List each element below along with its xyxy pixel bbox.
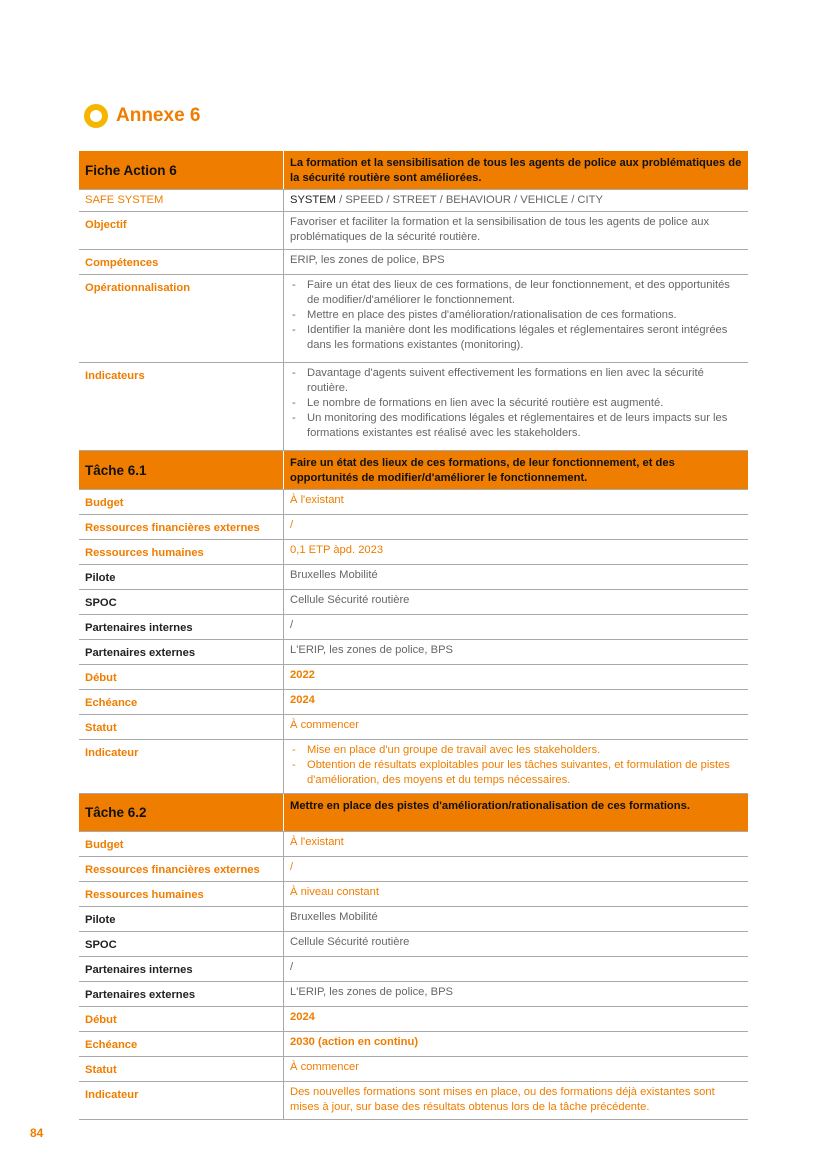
indicateur-label: Indicateur — [79, 740, 284, 794]
spoc-value: Cellule Sécurité routière — [284, 590, 749, 615]
ress-hum-label: Ressources humaines — [79, 882, 284, 907]
table-row — [79, 565, 748, 590]
list-item: - Mise en place d'un groupe de travail avec les stakeholders. — [290, 743, 742, 758]
competences-value: ERIP, les zones de police, BPS — [284, 250, 749, 275]
table-row — [79, 640, 748, 665]
safe-system-label: SAFE SYSTEM — [79, 190, 284, 212]
list-item: - Le nombre de formations en lien avec la sécurité routière est augmenté. — [290, 396, 742, 411]
part-int-value: / — [284, 615, 749, 640]
table-row — [79, 1082, 748, 1120]
ress-fin-value: / — [284, 857, 749, 882]
pilote-value: Bruxelles Mobilité — [284, 907, 749, 932]
pilote-value: Bruxelles Mobilité — [284, 565, 749, 590]
list-item: - Davantage d'agents suivent effectivement les formations en lien avec la sécurité routière. — [290, 366, 742, 396]
operationnalisation-list — [290, 278, 742, 353]
budget-label: Budget — [79, 832, 284, 857]
table-row — [79, 882, 748, 907]
action-sheet-table — [79, 151, 748, 1120]
statut-value: À commencer — [284, 1057, 749, 1082]
table-row — [79, 1057, 748, 1082]
echeance-label: Echéance — [79, 690, 284, 715]
table-row — [79, 1032, 748, 1057]
ress-fin-label: Ressources financières externes — [79, 857, 284, 882]
fiche-label: Fiche Action 6 — [79, 151, 284, 190]
ress-hum-value: À niveau constant — [284, 882, 749, 907]
ress-fin-label: Ressources financières externes — [79, 515, 284, 540]
operationnalisation-label: Opérationnalisation — [79, 275, 284, 363]
part-int-label: Partenaires internes — [79, 957, 284, 982]
annex-title: Annexe 6 — [116, 105, 201, 126]
table-row — [79, 857, 748, 882]
ress-hum-value: 0,1 ETP àpd. 2023 — [284, 540, 749, 565]
budget-label: Budget — [79, 490, 284, 515]
list-item: - Un monitoring des modifications légales et réglementaires et de leurs impacts sur les formations existantes est réalisé avec les stakeholders. — [290, 411, 742, 441]
spoc-value: Cellule Sécurité routière — [284, 932, 749, 957]
statut-label: Statut — [79, 1057, 284, 1082]
ress-hum-label: Ressources humaines — [79, 540, 284, 565]
indicateurs-row — [79, 363, 748, 451]
debut-label: Début — [79, 665, 284, 690]
safe-system-row — [79, 190, 748, 212]
table-row — [79, 957, 748, 982]
table-row — [79, 590, 748, 615]
debut-value: 2022 — [284, 665, 749, 690]
indicateur-list — [290, 743, 742, 788]
table-row — [79, 832, 748, 857]
statut-value: À commencer — [284, 715, 749, 740]
part-int-value: / — [284, 957, 749, 982]
list-item: - Obtention de résultats exploitables pour les tâches suivantes, et formulation de pistes d'amélioration, des moyens et du temps nécessaires. — [290, 758, 742, 788]
debut-label: Début — [79, 1007, 284, 1032]
statut-label: Statut — [79, 715, 284, 740]
ress-fin-value: / — [284, 515, 749, 540]
competences-label: Compétences — [79, 250, 284, 275]
task-6-2-header-row — [79, 794, 748, 832]
fiche-header-row — [79, 151, 748, 190]
indicateur-value: Des nouvelles formations sont mises en place, ou des formations déjà existantes sont mises à jour, sur base des résultats obtenus lors de la tâche précédente. — [284, 1082, 749, 1120]
table-row — [79, 615, 748, 640]
indicateurs-list — [290, 366, 742, 441]
safe-system-value — [284, 190, 749, 212]
budget-value: À l'existant — [284, 490, 749, 515]
table-row — [79, 690, 748, 715]
table-row — [79, 982, 748, 1007]
page-number: 84 — [30, 1126, 44, 1140]
echeance-value: 2030 (action en continu) — [284, 1032, 749, 1057]
table-row — [79, 932, 748, 957]
objectif-value: Favoriser et faciliter la formation et la sensibilisation de tous les agents de police aux problématiques de la sécurité routière. — [284, 212, 749, 250]
table-row — [79, 715, 748, 740]
part-ext-label: Partenaires externes — [79, 982, 284, 1007]
table-row — [79, 907, 748, 932]
table-row — [79, 1007, 748, 1032]
indicateurs-label: Indicateurs — [79, 363, 284, 451]
list-item: - Mettre en place des pistes d'amélioration/rationalisation de ces formations. — [290, 308, 742, 323]
table-row — [79, 540, 748, 565]
echeance-value: 2024 — [284, 690, 749, 715]
table-row — [79, 740, 748, 794]
indicateur-label: Indicateur — [79, 1082, 284, 1120]
safe-system-others: / SPEED / STREET / BEHAVIOUR / VEHICLE / CITY — [336, 194, 603, 206]
safe-system-active: SYSTEM — [290, 194, 337, 206]
list-item: - Faire un état des lieux de ces formations, de leur fonctionnement, et des opportunités de modifier/d'améliorer le fonctionnement. — [290, 278, 742, 308]
annex-heading — [84, 104, 200, 128]
list-item: - Identifier la manière dont les modifications légales et réglementaires seront intégrées dans les formations existantes (monitoring). — [290, 323, 742, 353]
competences-row — [79, 250, 748, 275]
spoc-label: SPOC — [79, 932, 284, 957]
part-ext-value: L'ERIP, les zones de police, BPS — [284, 640, 749, 665]
fiche-title: La formation et la sensibilisation de tous les agents de police aux problématiques de la sécurité routière sont améliorées. — [284, 151, 749, 190]
table-row — [79, 490, 748, 515]
pilote-label: Pilote — [79, 907, 284, 932]
table-row — [79, 665, 748, 690]
spoc-label: SPOC — [79, 590, 284, 615]
pilote-label: Pilote — [79, 565, 284, 590]
table-row — [79, 515, 748, 540]
task-6-1-header-row — [79, 451, 748, 490]
part-int-label: Partenaires internes — [79, 615, 284, 640]
task-6-2-title: Mettre en place des pistes d'amélioration/rationalisation de ces formations. — [284, 794, 749, 832]
part-ext-label: Partenaires externes — [79, 640, 284, 665]
echeance-label: Echéance — [79, 1032, 284, 1057]
operationnalisation-row — [79, 275, 748, 363]
task-6-1-label: Tâche 6.1 — [79, 451, 284, 490]
objectif-row — [79, 212, 748, 250]
part-ext-value: L'ERIP, les zones de police, BPS — [284, 982, 749, 1007]
circle-bullet-icon — [84, 104, 108, 128]
task-6-1-title: Faire un état des lieux de ces formations, de leur fonctionnement, et des opportunités de modifier/d'améliorer le fonctionnement. — [284, 451, 749, 490]
budget-value: À l'existant — [284, 832, 749, 857]
task-6-2-label: Tâche 6.2 — [79, 794, 284, 832]
debut-value: 2024 — [284, 1007, 749, 1032]
objectif-label: Objectif — [79, 212, 284, 250]
